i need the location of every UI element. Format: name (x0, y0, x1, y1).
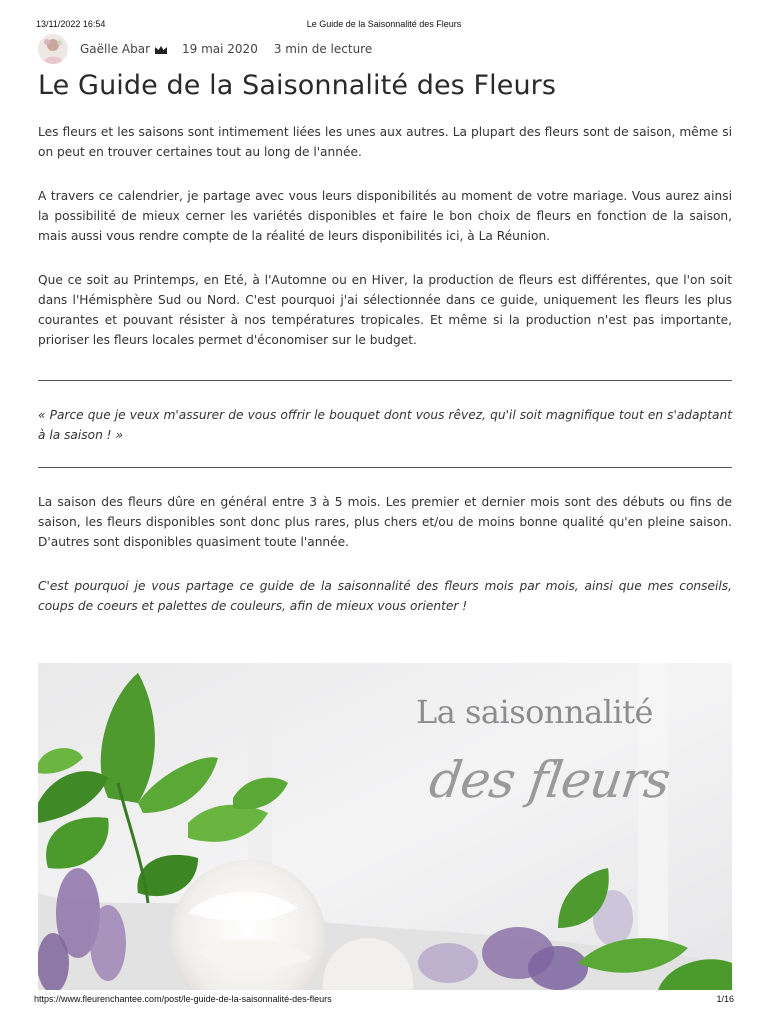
page-title: Le Guide de la Saisonnalité des Fleurs (38, 70, 557, 101)
pull-quote: « Parce que je veux m'assurer de vous offrir le bouquet dont vous rêvez, qu'il soit magnifique tout en s'adaptant à la saison ! » (38, 408, 732, 442)
print-doc-title: Le Guide de la Saisonnalité des Fleurs (306, 19, 462, 29)
print-footer (0, 990, 768, 1024)
read-time: 3 min de lecture (273, 42, 373, 56)
post-meta (38, 34, 372, 64)
hero-subtitle: des fleurs (425, 751, 674, 809)
paragraph-intro: Les fleurs et les saisons sont intimement liées les unes aux autres. La plupart des fleurs sont de saison, même si on peut en trouver certaines tout au long de l'année. (38, 125, 732, 159)
paragraph-calendar: A travers ce calendrier, je partage avec vous leurs disponibilités au moment de votre mariage. Vous aurez ainsi la possibilité de mieux cerner les variétés disponibles et faire le bon choix de fleurs en fonction de la saison, mais aussi vous rendre compte de la réalité de leurs disponibilités ici, à La Réunion. (38, 189, 732, 243)
print-page-number: 1/16 (716, 994, 734, 1004)
author-name[interactable]: Gaëlle Abar (80, 42, 151, 56)
author-avatar[interactable] (38, 34, 68, 64)
avatar-image (38, 34, 68, 64)
hero-title: La saisonnalité (416, 693, 653, 731)
print-url[interactable]: https://www.fleurenchantee.com/post/le-guide-de-la-saisonnalité-des-fleurs (34, 994, 332, 1004)
divider-top (38, 380, 732, 381)
hero-image (38, 663, 732, 990)
paragraph-seasons: Que ce soit au Printemps, en Eté, à l'Automne ou en Hiver, la production de fleurs est différentes, que l'on soit dans l'Hémisphère Sud ou Nord. C'est pourquoi j'ai sélectionnée dans ce guide, uniquement les fleurs les plus courantes et pouvant résister à nos températures tropicales. Et même si la production n'est pas importante, prioriser les fleurs locales permet d'économiser sur le budget. (38, 273, 732, 347)
article-body (38, 122, 732, 616)
post-date: 19 mai 2020 (182, 42, 258, 56)
divider-bottom (38, 467, 732, 468)
paragraph-guide: C'est pourquoi je vous partage ce guide de la saisonnalité des fleurs mois par mois, ainsi que mes conseils, coups de coeurs et palettes de couleurs, afin de mieux vous orienter ! (38, 579, 732, 613)
crown-icon (154, 45, 168, 55)
print-header (0, 0, 768, 34)
paragraph-duration: La saison des fleurs dûre en général entre 3 à 5 mois. Les premier et dernier mois sont des débuts ou fins de saison, les fleurs disponibles sont donc plus rares, plus chers et/ou de moins bonne qualité qu'en pleine saison. D'autres sont disponibles quasiment toute l'année. (38, 495, 732, 549)
print-datetime: 13/11/2022 16:54 (36, 19, 106, 29)
